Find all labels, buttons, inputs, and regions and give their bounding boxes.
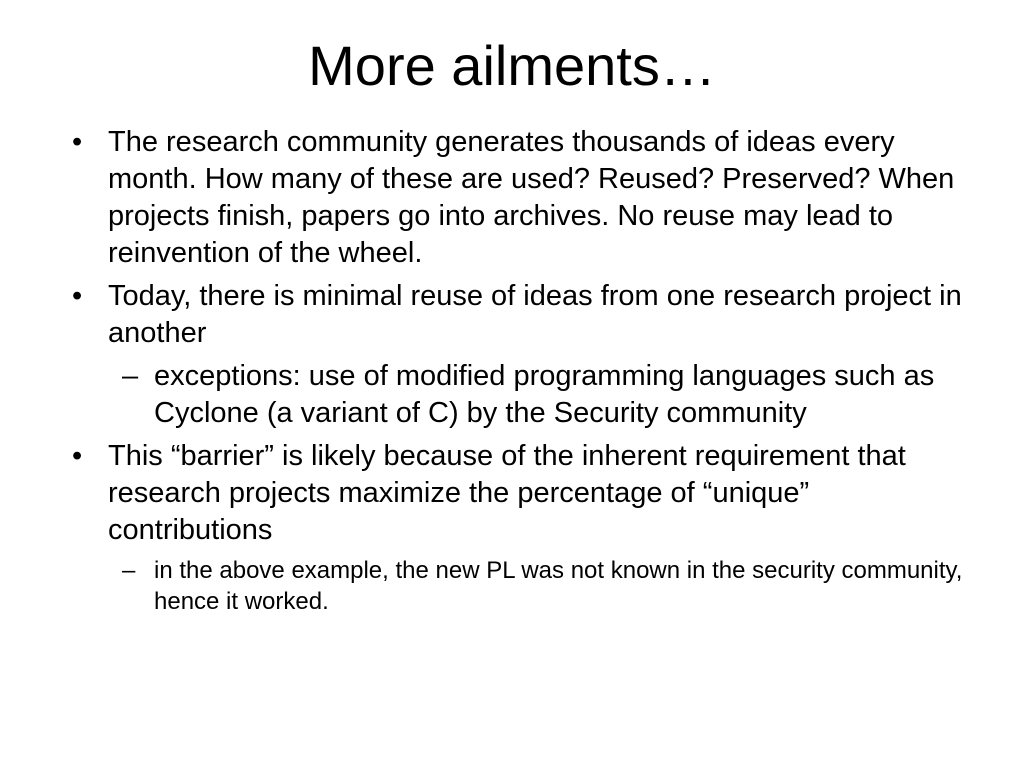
dash-marker: – [122, 557, 136, 584]
dash-marker: – [122, 360, 139, 392]
sub-bullet-text: in the above example, the new PL was not known in the security community, hence it worked. [154, 557, 963, 615]
bullet-item [72, 438, 972, 549]
bullet-text: The research community generates thousands of ideas every month. How many of these are used? Reused? Preserved? When projects finish, papers go into archives. No reuse may lead to reinvention of the wheel. [108, 126, 955, 269]
sub-bullet-item [72, 555, 972, 617]
bullet-marker: • [72, 440, 83, 472]
sub-bullet-text: exceptions: use of modified programming languages such as Cyclone (a variant of C) by the Security community [154, 360, 935, 429]
bullet-item [72, 124, 972, 272]
slide-title: More ailments… [308, 34, 716, 97]
bullet-item [72, 278, 972, 352]
bullet-text: This “barrier” is likely because of the inherent requirement that research projects maximize the percentage of “unique” contributions [108, 440, 906, 546]
bullet-text: Today, there is minimal reuse of ideas from one research project in another [108, 280, 962, 349]
bullet-marker: • [72, 126, 83, 158]
bullet-marker: • [72, 280, 83, 312]
sub-bullet-item [72, 358, 972, 432]
slide-body [72, 124, 972, 623]
